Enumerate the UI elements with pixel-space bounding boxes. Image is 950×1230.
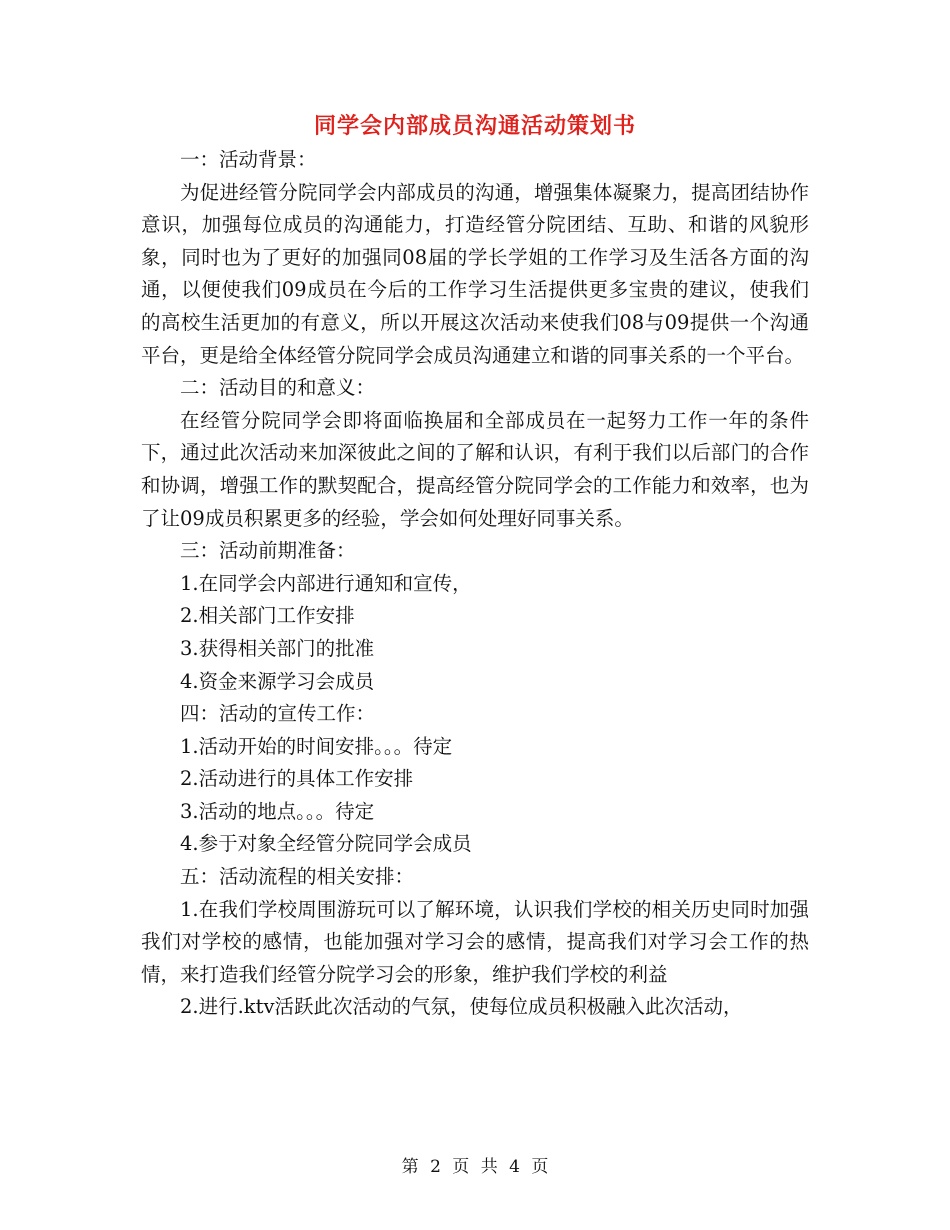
paragraph-purpose: 在经管分院同学会即将面临换届和全部成员在一起努力工作一年的条件下，通过此次活动来加深彼此之间的了解和认识，有利于我们以后部门的合作和协调，增强工作的默契配合，提高经管分院同学会的工作能力和效率，也为了让09成员积累更多的经验，学会如何处理好同事关系。 [141, 408, 809, 530]
section-heading-process: 五：活动流程的相关安排： [180, 865, 415, 889]
paragraph-background: 为促进经管分院同学会内部成员的沟通，增强集体凝聚力，提高团结协作意识，加强每位成员的沟通能力，打造经管分院团结、互助、和谐的风貌形象，同时也为了更好的加强同08届的学长学姐的工作学习及生活各方面的沟通，以便使我们09成员在今后的工作学习生活提供更多宝贵的建议，使我们的高校生活更加的有意义，所以开展这次活动来使我们08与09提供一个沟通平台，更是给全体经管分院同学会成员沟通建立和谐的同事关系的一个平台。 [141, 180, 809, 367]
document-title: 同学会内部成员沟通活动策划书 [313, 113, 636, 139]
page-footer: 第 2 页 共 4 页 [401, 1157, 549, 1177]
list-item: 1.在同学会内部进行通知和宣传， [180, 571, 472, 595]
list-item: 1.活动开始的时间安排。。。待定 [180, 734, 453, 758]
paragraph-process-1: 1.在我们学校周围游玩可以了解环境，认识我们学校的相关历史同时加强我们对学校的感情，也能加强对学习会的感情，提高我们对学习会工作的热情，来打造我们经管分院学习会的形象，维护我们学校的利益 [141, 897, 809, 986]
list-item: 4.资金来源学习会成员 [180, 669, 375, 693]
list-item: 2.活动进行的具体工作安排 [180, 767, 414, 791]
list-item: 3.获得相关部门的批准 [180, 636, 375, 660]
section-heading-background: 一：活动背景： [180, 148, 317, 171]
paragraph-process-2: 2.进行.ktv活跃此次活动的气氛，使每位成员积极融入此次活动， [180, 995, 743, 1019]
section-heading-purpose: 二：活动目的和意义： [180, 376, 376, 400]
list-item: 2.相关部门工作安排 [180, 604, 355, 628]
section-heading-publicity: 四：活动的宣传工作： [180, 702, 376, 726]
document-body [141, 144, 809, 1024]
list-item: 4.参于对象全经管分院同学会成员 [180, 832, 472, 856]
section-heading-preparation: 三：活动前期准备： [180, 539, 356, 563]
list-item: 3.活动的地点。。。待定 [180, 799, 375, 823]
